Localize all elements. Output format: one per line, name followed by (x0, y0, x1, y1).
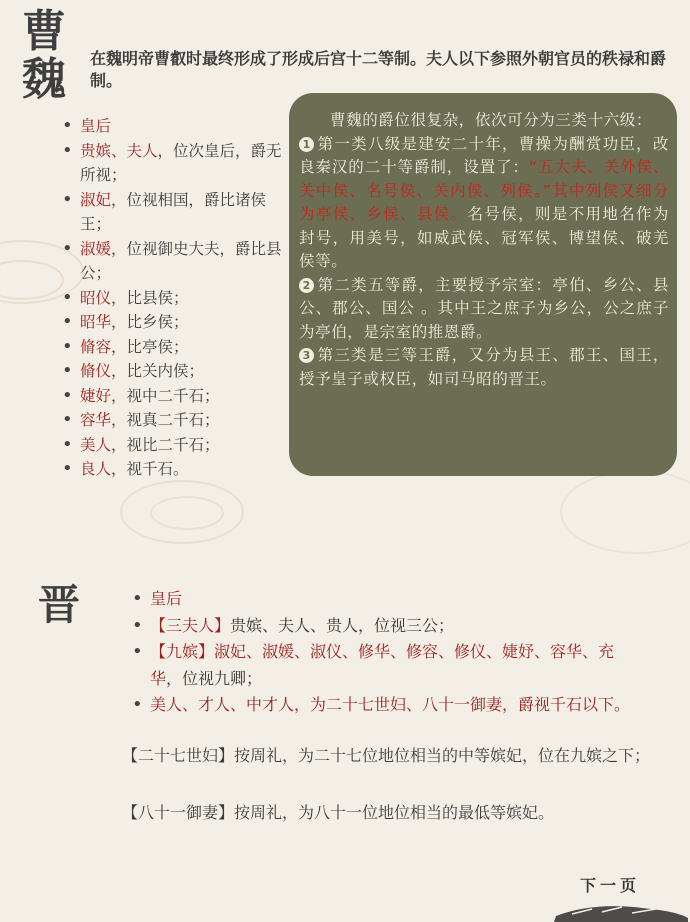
jin-rank-list (132, 586, 642, 719)
box-intro: 曹魏的爵位很复杂，依次可分为三类十六级： (330, 111, 653, 129)
noble-ranks-info-box (289, 93, 677, 476)
section-title-jin: 晋 (38, 580, 81, 629)
rank-item: • 皇后 (132, 586, 642, 613)
rank-item: • 脩容，比亭侯； (62, 335, 284, 360)
cloud-ornament (560, 470, 690, 554)
rank-item: • 美人，视比二千石； (62, 433, 284, 458)
rank-item: • 婕好，视中二千石； (62, 384, 284, 409)
rank-item: • 淑媛，位视御史大夫，爵比县公； (62, 237, 284, 286)
next-page-link[interactable]: 下一页 (580, 876, 641, 895)
rank-item: • 良人，视千石。 (62, 457, 284, 482)
cao-wei-intro: 在魏明帝曹叡时最终形成了形成后宫十二等制。夫人以下参照外朝官员的秩禄和爵制。 (90, 49, 667, 90)
rank-item: • 昭华，比乡侯； (62, 310, 284, 335)
rank-item: • 昭仪，比县侯； (62, 286, 284, 311)
rank-item: • 【三夫人】贵嫔、夫人、贵人，位视三公； (132, 613, 642, 640)
rank-item: • 脩仪，比关内侯； (62, 359, 284, 384)
box-category-3: 3 第三类是三等王爵，又分为县王、郡王、国王，授予皇子或权臣，如司马昭的晋王。 (299, 346, 669, 388)
box-highlight: “五大夫、关外侯、关中侯、名号侯、关内侯、列侯。”其中列侯又细分为亭侯、乡侯、县侯。 (299, 158, 670, 223)
rank-item: • 皇后 (62, 114, 284, 139)
section-title-cao: 曹 (22, 6, 66, 57)
ink-brush-stroke-icon (552, 900, 690, 922)
rank-item: • 美人、才人、中才人，为二十七世妇、八十一御妻，爵视千石以下。 (132, 692, 642, 719)
rank-item: • 容华，视真二千石； (62, 408, 284, 433)
cao-wei-rank-list (62, 114, 284, 482)
cloud-ornament (150, 496, 224, 530)
rank-item: • 淑妃，位视相国，爵比诸侯王； (62, 188, 284, 237)
number-badge-2: 2 (299, 278, 314, 293)
note-yuqi: 【八十一御妻】按周礼，为八十一位地位相当的最低等嫔妃。 (122, 803, 555, 822)
rank-item: • 【九嫔】淑妃、淑媛、淑仪、修华、修容、修仪、婕妤、容华、充华，位视九卿； (132, 639, 642, 692)
section-title-wei: 魏 (22, 54, 66, 105)
rank-item: • 贵嫔、夫人，位次皇后，爵无所视； (62, 139, 284, 188)
number-badge-3: 3 (299, 348, 314, 363)
box-category-2: 2 第二类五等爵，主要授予宗室：亭伯、乡公、县公、郡公、国公 。其中王之庶子为乡公，公之庶子为亭伯，是宗室的推恩爵。 (299, 275, 669, 341)
note-shifu: 【二十七世妇】按周礼，为二十七位地位相当的中等嫔妃，位在九嫔之下； (122, 746, 651, 765)
box-category-1: 1 第一类八级是建安二十年，曹操为酬赏功臣，改良秦汉的二十等爵制，设置了：“五大夫、关外侯、关中侯、名号侯、关内侯、列侯。”其中列侯又细分为亭侯、乡侯、县侯。名号侯，则是不用地名作为封号，用美号，如威武侯、冠军侯、博望侯、破羌侯等。 (299, 134, 670, 270)
number-badge-1: 1 (299, 137, 314, 152)
